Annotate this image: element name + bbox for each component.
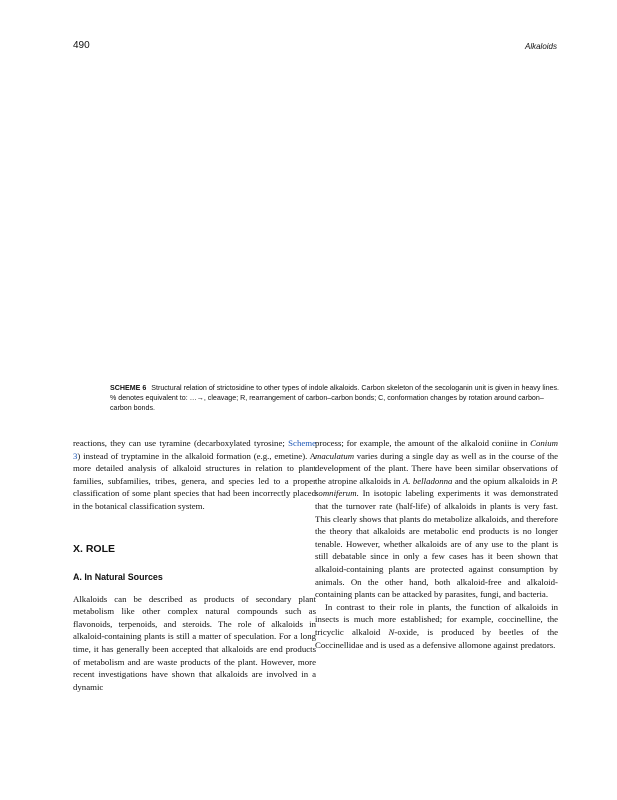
figure-caption — [110, 383, 560, 414]
scheme-3-link[interactable]: Scheme 3 — [73, 438, 316, 461]
species-somniferum: P. somniferum — [315, 475, 559, 499]
right-p1-c: and the opium alkaloids in — [452, 475, 552, 486]
subsection-heading: A. In Natural Sources — [73, 571, 163, 582]
n-italic: N — [388, 626, 395, 637]
right-paragraph-2 — [315, 601, 558, 651]
scheme-figure-area — [73, 70, 557, 370]
left-column — [73, 437, 316, 693]
running-head: Alkaloids — [524, 42, 557, 51]
caption-text: Structural relation of strictosidine to other types of indole alkaloids. Carbon skeleton of the secologanin unit is given in heavy lines. % denotes equivalent to: …→, cleavage; R, rearrangement of carbon–carbon bonds; C, conformation changes by rotation around carbon–carbon bonds. — [110, 384, 559, 413]
right-p2-a: In contrast to their role in plants, the function of alkaloids in insects is much more established; for example, coccinelline, the tricyclic alkaloid — [315, 601, 558, 637]
right-column — [315, 437, 558, 651]
left-paragraph-2: Alkaloids can be described as products of secondary plant metabolism like other complex natural compounds such as flavonoids, terpenoids, and steroids. The role of alkaloids in alkaloid-containing plants is still a matter of speculation. For a long time, it has generally been accepted that alkaloids are end products of metabolism and are waste products of the plant. However, more recent investigations have shown that alkaloids are involved in a dynamic — [73, 593, 316, 692]
right-p1-d: . In isotopic labeling experiments it was demonstrated that the turnover rate (half-life) of alkaloids in plants is very fast. This clearly shows that plants do metabolize alkaloids, and therefore the theory that alkaloids are metabolic end products is no longer tenable. However, whether alkaloids are of any use to the plant is still debatable since in only a few cases has it been shown that alkaloid-containing plants are protected against consumption by animals. On the other hand, both alkaloid-free and alkaloid-containing plants can be attacked by parasites, fungi, and bacteria. — [315, 488, 558, 600]
species-conium: Conium maculatum — [315, 438, 558, 461]
right-p2-b: -oxide, is produced by beetles of the Coccinellidae and is used as a defensive allomone against predators. — [315, 626, 558, 650]
right-paragraph-1 — [315, 437, 558, 601]
species-belladonna: A. belladonna — [402, 475, 453, 486]
caption-label: SCHEME 6 — [110, 384, 147, 392]
left-para1-start: reactions, they can use tyramine (decarboxylated tyrosine; — [73, 438, 285, 448]
left-paragraph-1 — [73, 437, 316, 513]
right-p1-a: process; for example, the amount of the alkaloid coniine in — [315, 438, 531, 448]
left-para1-rest: ) instead of tryptamine in the alkaloid formation (e.g., emetine). A more detailed analysis of alkaloid structures in relation to plant families, subfamilies, tribes, genera, and species led to a proper classification of some plant species that had been incorrectly placed in the botanical classification system. — [73, 450, 316, 511]
section-heading: X. ROLE — [73, 542, 116, 555]
page-number: 490 — [73, 40, 90, 51]
right-p1-b: varies during a single day as well as in the course of the development of the plant. There have been similar observations of the atropine alkaloids in — [315, 450, 558, 486]
